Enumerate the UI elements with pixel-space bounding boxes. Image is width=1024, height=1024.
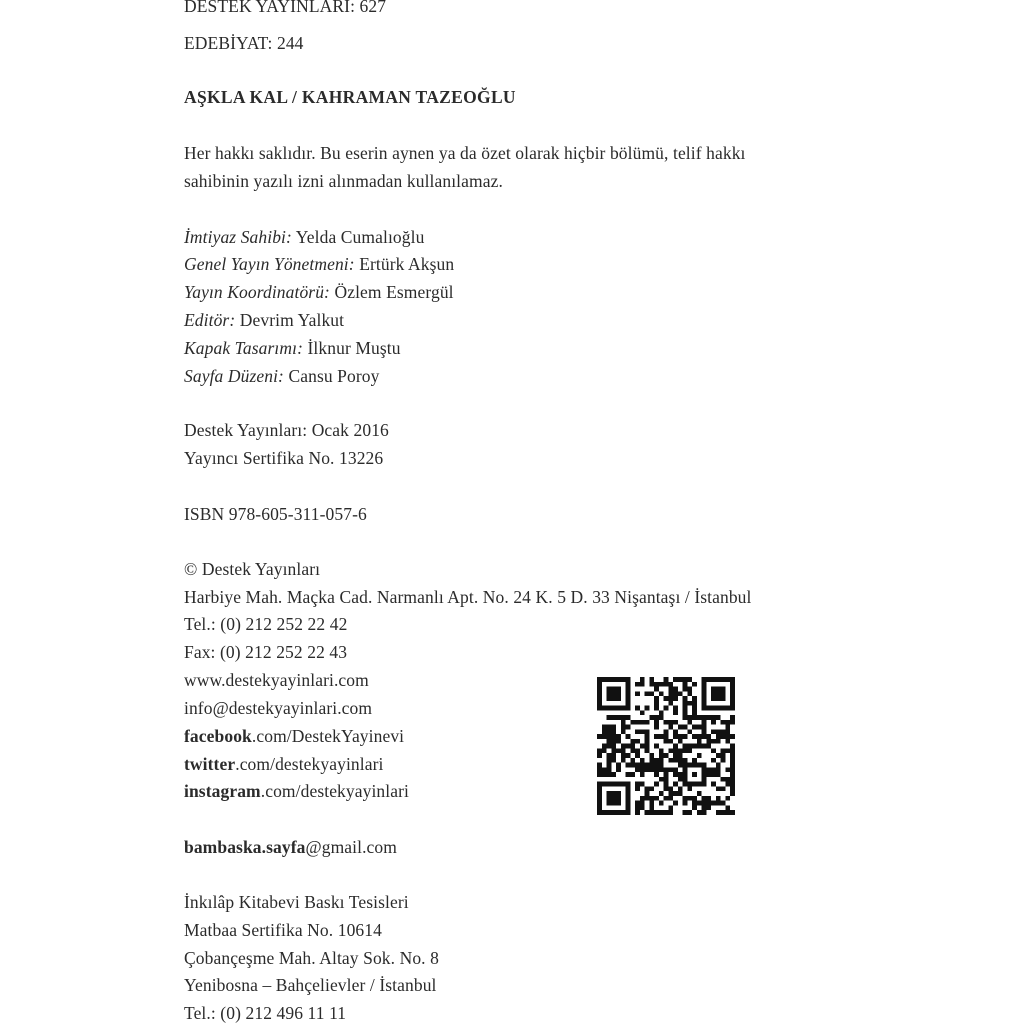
publisher-email: info@destekyayinlari.com — [184, 698, 373, 718]
printer-name: İnkılâp Kitabevi Baskı Tesisleri — [184, 892, 409, 912]
credit-name: Özlem Esmergül — [334, 282, 454, 302]
credit-name: İlknur Muştu — [307, 338, 401, 358]
book-title: AŞKLA KAL / KAHRAMAN TAZEOĞLU — [184, 87, 516, 107]
credit-role: İmtiyaz Sahibi: — [184, 227, 292, 247]
publisher-tel: Tel.: (0) 212 252 22 42 — [184, 614, 348, 634]
publisher-address: Harbiye Mah. Maçka Cad. Narmanlı Apt. No. 24 K. 5 D. 33 Nişantaşı / İstanbul — [184, 587, 752, 607]
publisher-certificate: Yayıncı Sertifika No. 13226 — [184, 448, 384, 468]
social-instagram-name: instagram — [184, 781, 261, 801]
social-twitter — [184, 756, 384, 774]
social-twitter-path: .com/destekyayinlari — [235, 754, 384, 774]
printer-certificate: Matbaa Sertifika No. 10614 — [184, 920, 382, 940]
credit-line — [184, 368, 380, 386]
contact-email-domain: @gmail.com — [305, 837, 397, 857]
credit-role: Genel Yayın Yönetmeni: — [184, 254, 355, 274]
publisher-series-number: DESTEK YAYINLARI: 627 — [184, 0, 387, 16]
publisher-fax: Fax: (0) 212 252 22 43 — [184, 642, 348, 662]
qr-code-icon — [597, 677, 735, 815]
credit-role: Kapak Tasarımı: — [184, 338, 304, 358]
printer-tel: Tel.: (0) 212 496 11 11 — [184, 1003, 347, 1023]
credit-role: Yayın Koordinatörü: — [184, 282, 330, 302]
publisher-website: www.destekyayinlari.com — [184, 670, 369, 690]
credit-name: Yelda Cumalıoğlu — [295, 227, 425, 247]
credit-line — [184, 284, 454, 302]
credit-role: Sayfa Düzeni: — [184, 366, 284, 386]
credit-name: Devrim Yalkut — [239, 310, 345, 330]
social-instagram — [184, 783, 409, 801]
copyright-holder: © Destek Yayınları — [184, 559, 321, 579]
credit-role: Editör: — [184, 310, 236, 330]
isbn: ISBN 978-605-311-057-6 — [184, 504, 367, 524]
credit-name: Cansu Poroy — [288, 366, 380, 386]
credit-line — [184, 312, 344, 330]
social-facebook-path: .com/DestekYayinevi — [251, 726, 405, 746]
contact-email-user: bambaska.sayfa — [184, 837, 306, 857]
rights-notice-line-2: sahibinin yazılı izni alınmadan kullanılamaz. — [184, 171, 503, 191]
social-facebook-name: facebook — [184, 726, 252, 746]
credit-line — [184, 340, 401, 358]
printer-address-line-2: Yenibosna – Bahçelievler / İstanbul — [184, 975, 437, 995]
contact-email — [184, 839, 397, 857]
social-instagram-path: .com/destekyayinlari — [260, 781, 410, 801]
edition-date: Destek Yayınları: Ocak 2016 — [184, 420, 389, 440]
literature-series-number: EDEBİYAT: 244 — [184, 33, 304, 53]
rights-notice-line-1: Her hakkı saklıdır. Bu eserin aynen ya da özet olarak hiçbir bölümü, telif hakkı — [184, 143, 746, 163]
printer-address-line-1: Çobançeşme Mah. Altay Sok. No. 8 — [184, 948, 439, 968]
social-facebook — [184, 728, 404, 746]
credit-name: Ertürk Akşun — [359, 254, 455, 274]
credit-line — [184, 256, 454, 274]
social-twitter-name: twitter — [184, 754, 236, 774]
credit-line — [184, 229, 424, 247]
